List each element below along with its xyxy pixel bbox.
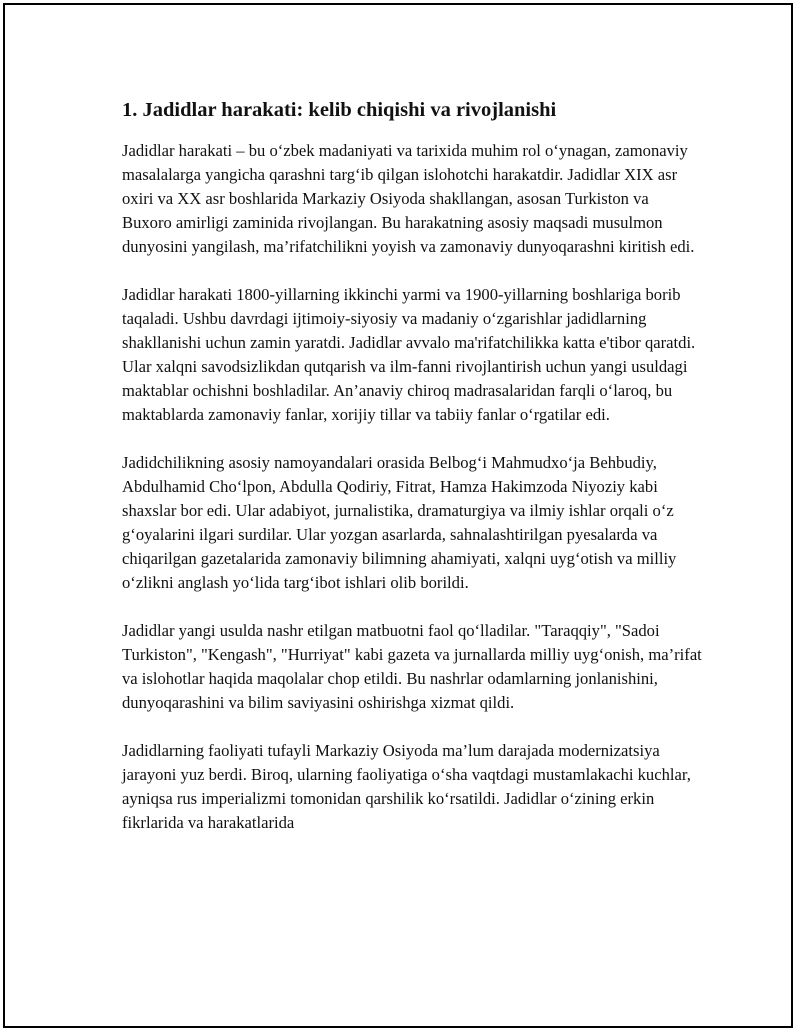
paragraph-4: Jadidlar yangi usulda nashr etilgan matbuotni faol qo‘lladilar. "Taraqqiy", "Sadoi Turkiston", "Kengash", "Hurriyat" kabi gazeta va jurnallarda milliy uyg‘onish, ma’rifat va islohotlar haqida maqolalar chop etildi. Bu nashrlar odamlarning jonlanishini, dunyoqarashini va bilim saviyasini oshirishga xizmat qildi. [122,621,702,712]
section-heading: 1. Jadidlar harakati: kelib chiqishi va rivojlanishi [122,99,557,121]
paragraph-5: Jadidlarning faoliyati tufayli Markaziy Osiyoda ma’lum darajada modernizatsiya jarayoni yuz berdi. Biroq, ularning faoliyatiga o‘sha vaqtdagi mustamlakachi kuchlar, ayniqsa rus imperializmi tomonidan qarshilik ko‘rsatildi. Jadidlar o‘zining erkin fikrlarida va harakatlarida [122,741,691,832]
paragraph-3: Jadidchilikning asosiy namoyandalari orasida Belbog‘i Mahmudxo‘ja Behbudiy, Abdulhamid Cho‘lpon, Abdulla Qodiriy, Fitrat, Hamza Hakimzoda Niyoziy kabi shaxslar bor edi. Ular adabiyot, jurnalistika, dramaturgiya va ilmiy ishlar orqali o‘z g‘oyalarini ilgari surdilar. Ular yozgan asarlarda, sahnalashtirilgan pyesalarda va chiqarilgan gazetalarida zamonaviy bilimning ahamiyati, xalqni uyg‘otish va milliy o‘zlikni anglash yo‘lida targ‘ibot ishlari olib borildi. [122,453,677,592]
paragraph-1: Jadidlar harakati – bu o‘zbek madaniyati va tarixida muhim rol o‘ynagan, zamonaviy masalalarga yangicha qarashni targ‘ib qilgan islohotchi harakatdir. Jadidlar XIX asr oxiri va XX asr boshlarida Markaziy Osiyoda shakllangan, asosan Turkiston va Buxoro amirligi zaminida rivojlangan. Bu harakatning asosiy maqsadi musulmon dunyosini yangilash, ma’rifatchilikni yoyish va zamonaviy dunyoqarashni kiritish edi. [122,141,695,256]
paragraph-2: Jadidlar harakati 1800-yillarning ikkinchi yarmi va 1900-yillarning boshlariga borib taqaladi. Ushbu davrdagi ijtimoiy-siyosiy va madaniy o‘zgarishlar jadidlarning shakllanishi uchun zamin yaratdi. Jadidlar avvalo ma'rifatchilikka katta e'tibor qaratdi. Ular xalqni savodsizlikdan qutqarish va ilm-fanni rivojlantirish uchun yangi usuldagi maktablar ochishni boshladilar. An’anaviy chiroq madrasalaridan farqli o‘laroq, bu maktablarda zamonaviy fanlar, xorijiy tillar va tabiiy fanlar o‘rgatilar edi. [122,285,696,424]
page-frame [3,3,793,1028]
document-body [122,97,702,859]
